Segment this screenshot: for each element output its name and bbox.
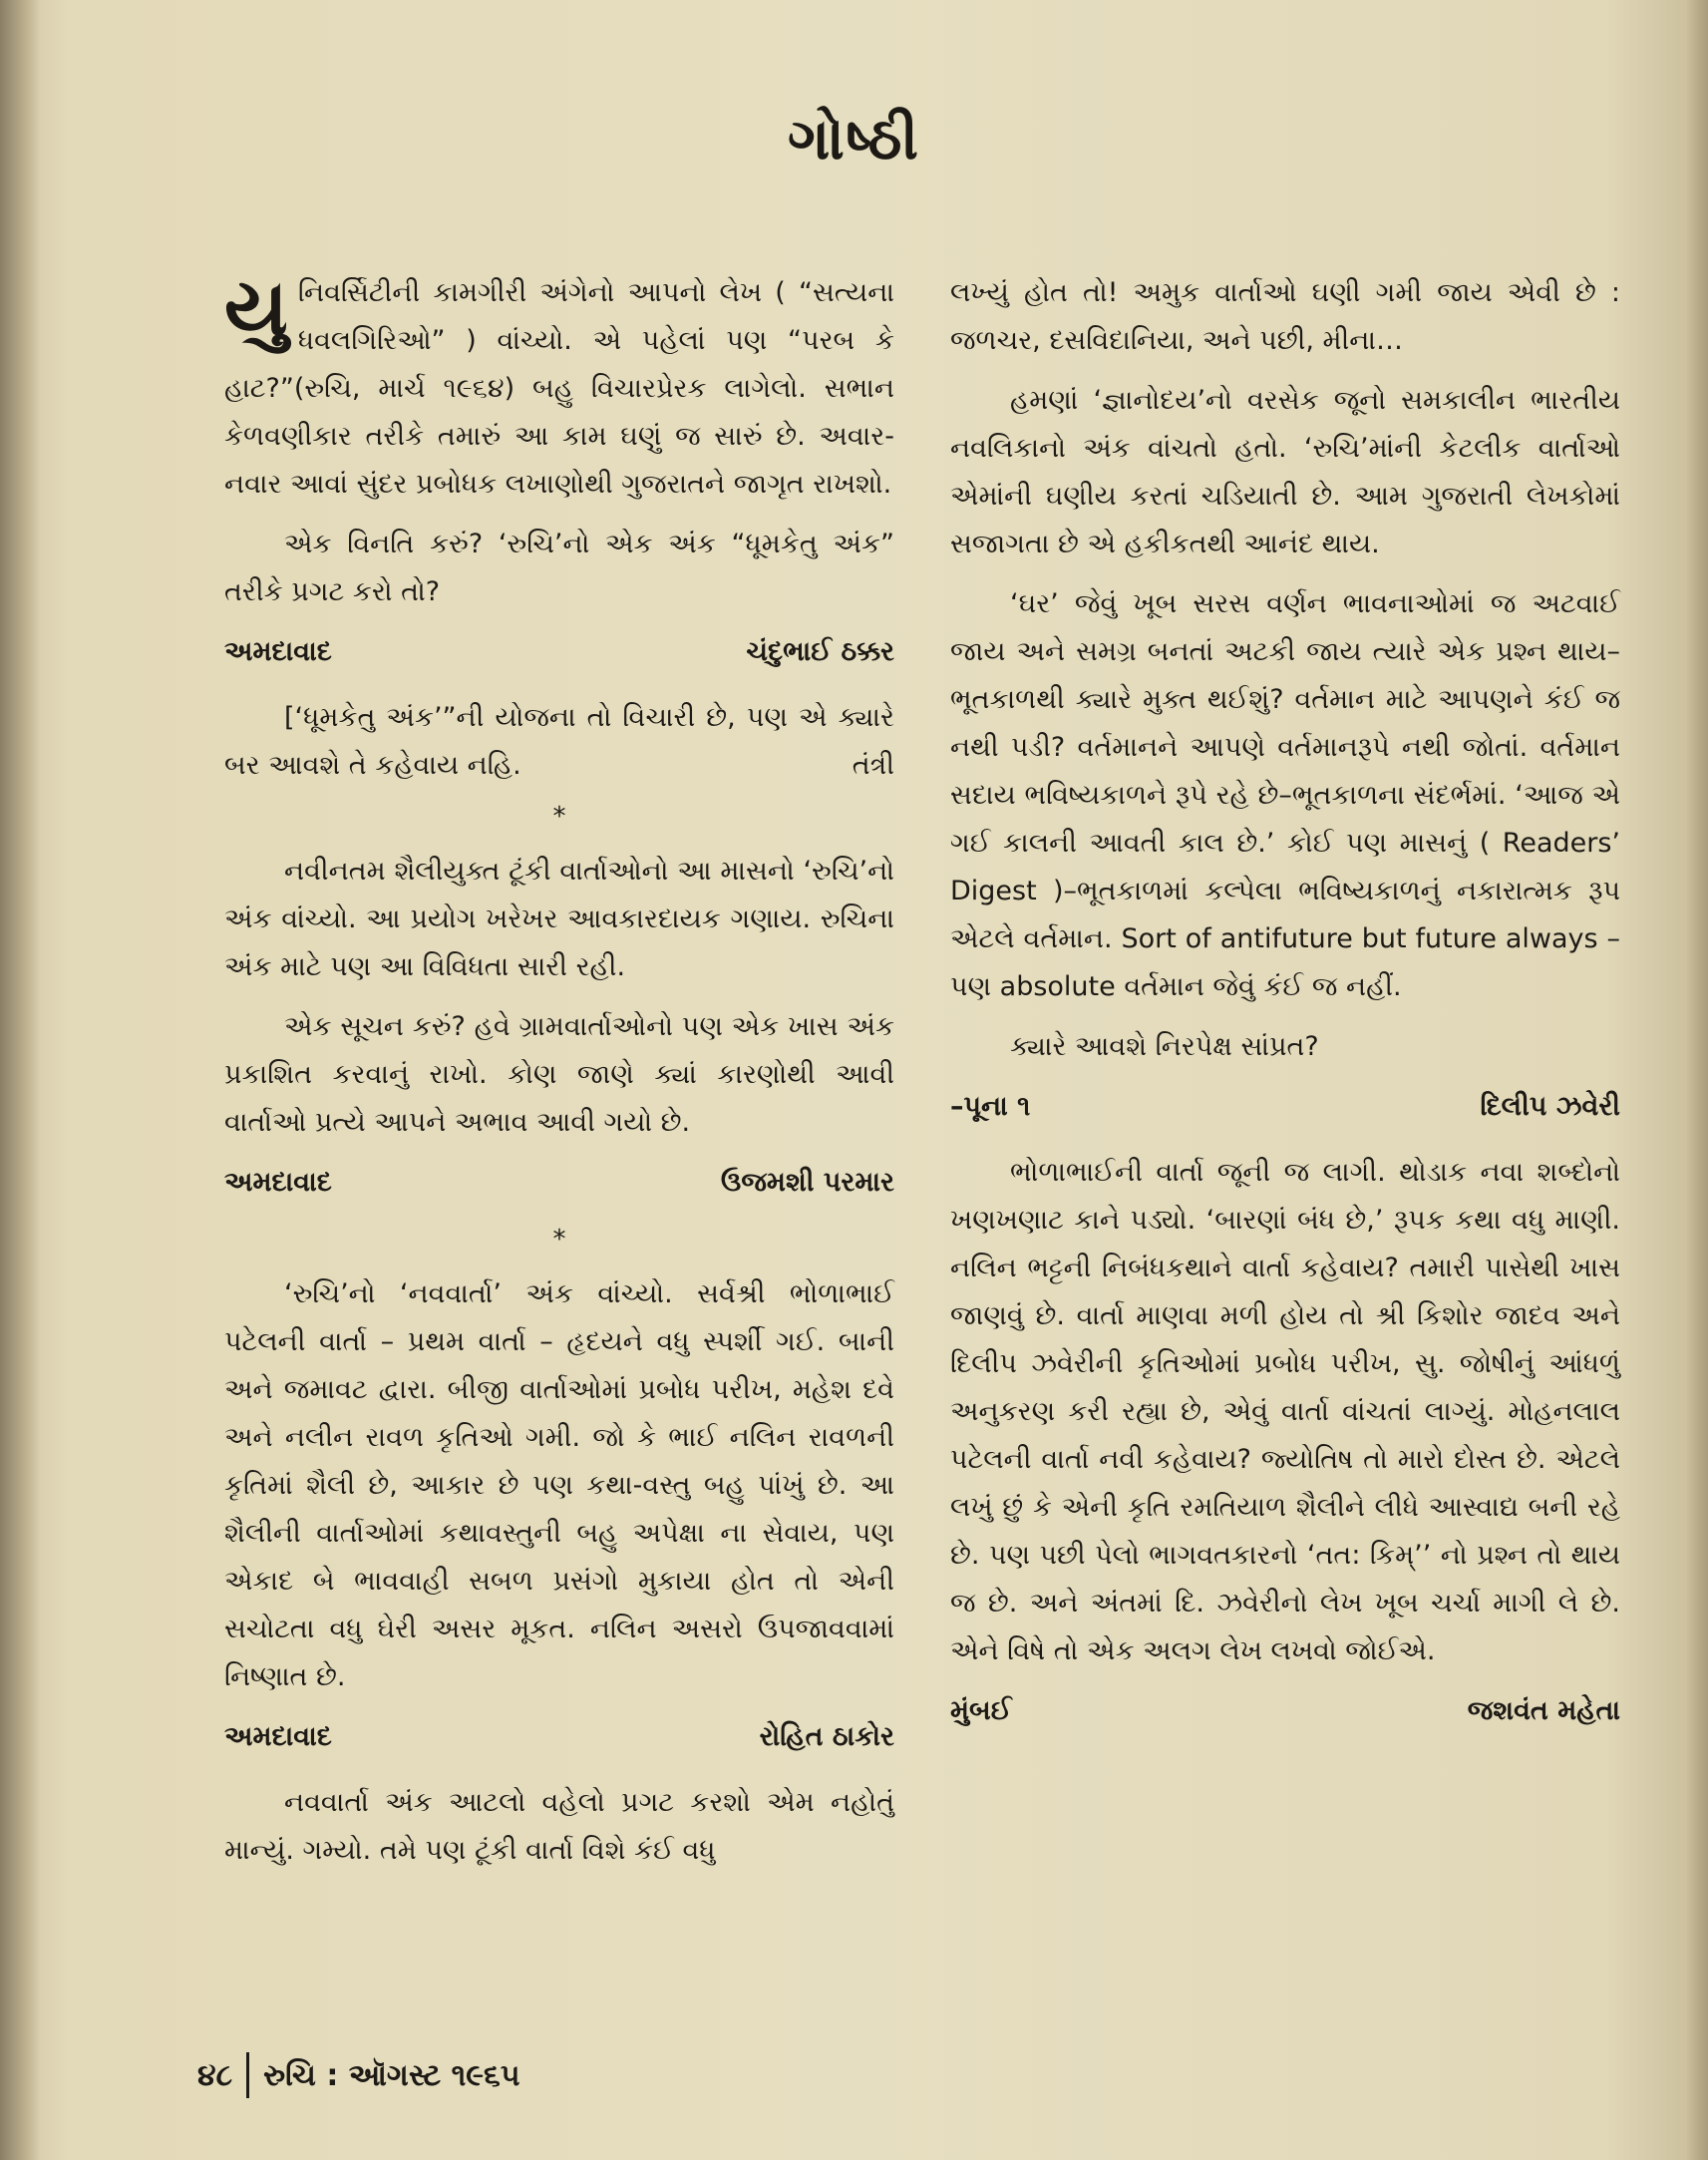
- left-column: [224, 263, 894, 1887]
- letter-1-signature: [224, 628, 894, 676]
- letter-2-place: અમદાવાદ: [224, 1167, 332, 1198]
- letter-4-author: દિલીપ ઝવેરી: [1480, 1091, 1620, 1122]
- letter-4-paragraph-4: ક્યારે આવશે નિરપેક્ષ સાંપ્રત?: [1010, 1031, 1319, 1062]
- letter-3-paragraph-1: ‘રુચિ’નો ‘નવવાર્તા’ અંક વાંચ્યો. સર્વશ્રી ભોળાભાઈ પટેલની વાર્તા – પ્રથમ વાર્તા – હૃદયને વધુ સ્પર્શી ગઈ. બાની અને જમાવટ દ્વારા. બીજી વાર્તાઓમાં પ્રબોધ પરીખ, મહેશ દવે અને નલીન રાવળ કૃતિઓ ગમી. જો કે ભાઈ નલિન રાવળની કૃતિમાં શૈલી છે, આકાર છે પણ કથા-વસ્તુ બહુ પાંખું છે. આ શૈલીની વાર્તાઓમાં કથાવસ્તુની બહુ અપેક્ષા ના સેવાય, પણ એકાદ બે ભાવવાહી સબળ પ્રસંગો મુકાયા હોત તો એની સચોટતા વધુ ઘેરી અસર મૂકત. નલિન અસરો ઉપજાવવામાં નિષ્ણાત છે.: [224, 1278, 894, 1692]
- editor-note: [224, 694, 894, 790]
- letter-5-paragraph-1: ભોળાભાઈની વાર્તા જૂની જ લાગી. થોડાક નવા શબ્દોનો ખણખણાટ કાને પડ્યો. ‘બારણાં બંધ છે,’ રૂપક કથા વધુ માણી. નલિન ભટ્ટની નિબંધકથાને વાર્તા કહેવાય? તમારી પાસેથી ખાસ જાણવું છે. વાર્તા માણવા મળી હોય તો શ્રી કિશોર જાદવ અને દિલીપ ઝવેરીની કૃતિઓમાં પ્રબોધ પરીખ, સુ. જોષીનું આંધળું અનુકરણ કરી રહ્યા છે, એવું વાર્તા વાંચતાં લાગ્યું. મોહનલાલ પટેલની વાર્તા નવી કહેવાય? જ્યોતિષ તો મારો દોસ્ત છે. એટલે લખું છું કે એની કૃતિ રમતિયાળ શૈલીને લીધે આસ્વાદ્ય બની રહે છે. પણ પછી પેલો ભાગવતકારનો ‘તત: કિમ્’’ નો પ્રશ્ન તો થાય જ છે. અને અંતમાં દિ. ઝવેરીનો લેખ ખૂબ ચર્ચા માગી લે છે. એને વિષે તો એક અલગ લેખ લખવો જોઈએ.: [950, 1157, 1620, 1666]
- page-number: ૪૮: [197, 2057, 233, 2093]
- letter-5-signature: [950, 1687, 1620, 1735]
- right-column: [950, 269, 1620, 1753]
- letter-3-place: અમદાવાદ: [224, 1721, 332, 1752]
- binding-shadow: [0, 0, 40, 2160]
- letter-1-paragraph-1: [224, 263, 894, 509]
- editor-signature: તંત્રી: [852, 750, 894, 781]
- magazine-issue: રુચિ : ઑગસ્ટ ૧૯૬૫: [263, 2057, 520, 2093]
- footer-divider: [246, 2052, 249, 2098]
- letter-4-signature: [950, 1083, 1620, 1131]
- drop-cap: યુ: [224, 263, 288, 353]
- editor-note-text: [‘ધૂમકેતુ અંક’”ની યોજના તો વિચારી છે, પણ એ ક્યારે બર આવશે તે કહેવાય નહિ.: [224, 702, 894, 781]
- letter-1-paragraph-2: એક વિનતિ કરું? ‘રુચિ’નો એક અંક “ધૂમકેતુ અંક” તરીકે પ્રગટ કરો તો?: [224, 529, 894, 607]
- separator-star: *: [552, 802, 566, 832]
- letter-3-author: રોહિત ઠાકોર: [759, 1721, 894, 1752]
- page-edge-shadow: [1686, 0, 1708, 2160]
- letter-4-paragraph-1: નવવાર્તા અંક આટલો વહેલો પ્રગટ કરશો એમ નહોતું માન્યું. ગમ્યો. તમે પણ ટૂંકી વાર્તા વિશે કંઈ વધુ: [224, 1787, 894, 1866]
- separator-star: *: [552, 1225, 566, 1255]
- letter-1-place: અમદાવાદ: [224, 636, 332, 667]
- letter-2-author: ઉજમશી પરમાર: [720, 1167, 894, 1198]
- letter-1-text: નિવર્સિટીની કામગીરી અંગેનો આપનો લેખ ( “સત્યના ધવલગિરિઓ” ) વાંચ્યો. એ પહેલાં પણ “પરબ કે હાટ?”(રુચિ, માર્ચ ૧૯૬૪) બહુ વિચારપ્રેરક લાગેલો. સભાન કેળવણીકાર તરીકે તમારું આ કામ ઘણું જ સારું છે. અવાર-નવાર આવાં સુંદર પ્રબોધક લખાણોથી ગુજરાતને જાગૃત રાખશો.: [224, 277, 894, 500]
- page-footer: [197, 2052, 520, 2098]
- letter-1-author: ચંદુભાઈ ઠક્કર: [746, 636, 894, 667]
- letter-4-paragraph-3: ‘ઘર’ જેવું ખૂબ સરસ વર્ણન ભાવનાઓમાં જ અટવાઈ જાય અને સમગ્ર બનતાં અટકી જાય ત્યારે એક પ્રશ્ન થાય–ભૂતકાળથી ક્યારે મુક્ત થઈશું? વર્તમાન માટે આપણને કંઈ જ નથી પડી? વર્તમાનને આપણે વર્તમાનરૂપે નથી જોતાં. વર્તમાન સદાય ભવિષ્યકાળને રૂપે રહે છે–ભૂતકાળના સંદર્ભમાં. ‘આજ એ ગઈ કાલની આવતી કાલ છે.’ કોઈ પણ માસનું ( Readers’ Digest )–ભૂતકાળમાં કલ્પેલા ભવિષ્યકાળનું નકારાત્મક રૂપ એટલે વર્તમાન. Sort of antifuture but future always – પણ absolute વર્તમાન જેવું કંઈ જ નહીં.: [950, 588, 1620, 1002]
- letter-4-paragraph-2: હમણાં ‘જ્ઞાનોદય’નો વરસેક જૂનો સમકાલીન ભારતીય નવલિકાનો અંક વાંચતો હતો. ‘રુચિ’માંની કેટલીક વાર્તાઓ એમાંની ઘણીય કરતાં ચડિયાતી છે. આમ ગુજરાતી લેખકોમાં સજાગતા છે એ હકીકતથી આનંદ થાય.: [950, 385, 1620, 559]
- letter-4-place: –પૂના ૧: [950, 1091, 1031, 1122]
- letter-2-signature: [224, 1159, 894, 1207]
- letter-3-signature: [224, 1713, 894, 1761]
- letter-2-paragraph-1: નવીનતમ શૈલીયુક્ત ટૂંકી વાર્તાઓનો આ માસનો ‘રુચિ’નો અંક વાંચ્યો. આ પ્રયોગ ખરેખર આવકારદાયક ગણાય. રુચિના અંક માટે પણ આ વિવિધતા સારી રહી.: [224, 856, 894, 982]
- letter-2-paragraph-2: એક સૂચન કરું? હવે ગ્રામવાર્તાઓનો પણ એક ખાસ અંક પ્રકાશિત કરવાનું રાખો. કોણ જાણે ક્યાં કારણોથી આવી વાર્તાઓ પ્રત્યે આપને અભાવ આવી ગયો છે.: [224, 1011, 894, 1138]
- page-heading: ગોષ્ઠી: [788, 105, 920, 173]
- letter-4-continuation: લખ્યું હોત તો! અમુક વાર્તાઓ ઘણી ગમી જાય એવી છે : જળચર, દસવિદાનિયા, અને પછી, મીના…: [950, 277, 1620, 356]
- letter-5-author: જશવંત મહેતા: [1467, 1695, 1620, 1726]
- letter-5-place: મુંબઈ: [950, 1695, 1012, 1726]
